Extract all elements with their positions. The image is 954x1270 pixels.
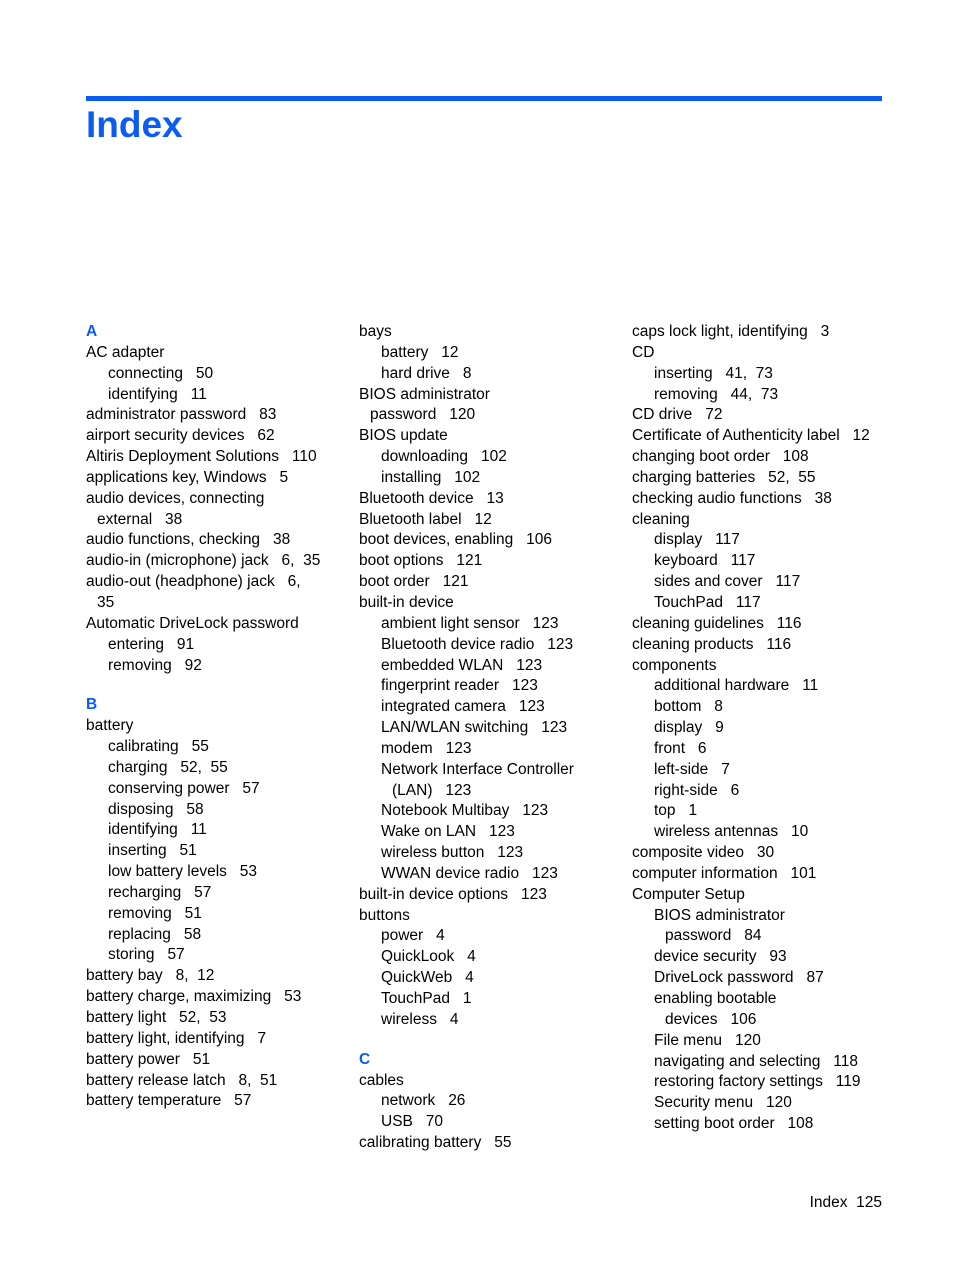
index-entry: components <box>632 656 717 674</box>
index-entry: Bluetooth device 13 <box>359 489 504 507</box>
index-subentry: DriveLock password 87 <box>654 969 824 987</box>
index-entry: applications key, Windows 5 <box>86 468 289 486</box>
index-entry: charging batteries 52, 55 <box>632 468 816 486</box>
index-entry: Automatic DriveLock password <box>86 614 299 632</box>
index-entry: checking audio functions 38 <box>632 489 832 507</box>
section-gap <box>359 1031 621 1050</box>
index-entry: audio-in (microphone) jack 6, 35 <box>86 552 321 570</box>
index-entry: boot devices, enabling 106 <box>359 531 553 549</box>
index-subentry: wireless antennas 10 <box>654 823 809 841</box>
index-entry: boot order 121 <box>359 573 469 591</box>
index-subentry: restoring factory settings 119 <box>654 1073 861 1091</box>
index-entry: battery temperature 57 <box>86 1092 252 1110</box>
index-subentry: downloading 102 <box>381 448 507 466</box>
index-subentry: low battery levels 53 <box>108 863 258 881</box>
index-subentry: TouchPad 117 <box>654 593 761 611</box>
index-subentry: hard drive 8 <box>381 364 472 382</box>
index-entry: BIOS update <box>359 427 448 445</box>
index-subentry: integrated camera 123 <box>381 698 545 716</box>
index-subentry: WWAN device radio 123 <box>381 864 558 882</box>
index-subentry: connecting 50 <box>108 364 214 382</box>
index-subentry: calibrating 55 <box>108 738 209 756</box>
index-subentry: additional hardware 11 <box>654 677 819 695</box>
footer-label: Index <box>809 1194 848 1211</box>
index-subentry: identifying 11 <box>108 385 207 403</box>
index-entry: caps lock light, identifying 3 <box>632 323 830 340</box>
index-entry: built-in device <box>359 593 454 611</box>
index-subentry: network 26 <box>381 1092 466 1110</box>
index-subentry: entering 91 <box>108 635 195 653</box>
index-column-3 <box>632 322 894 1135</box>
index-entry: buttons <box>359 906 410 924</box>
index-subentry: bottom 8 <box>654 698 723 716</box>
index-subentry: TouchPad 1 <box>381 990 472 1007</box>
index-subentry: password 84 <box>665 927 762 945</box>
index-subentry: File menu 120 <box>654 1031 761 1049</box>
index-entry: airport security devices 62 <box>86 427 275 445</box>
index-entry: built-in device options 123 <box>359 885 547 903</box>
index-subentry: front 6 <box>654 739 707 757</box>
page-title: Index <box>86 104 183 145</box>
index-entry: audio devices, connecting <box>86 489 265 507</box>
index-subentry: setting boot order 108 <box>654 1115 814 1133</box>
page-number: 125 <box>856 1194 882 1211</box>
index-subentry: replacing 58 <box>108 925 202 943</box>
index-subentry: USB 70 <box>381 1113 444 1131</box>
index-column-1 <box>86 322 348 1112</box>
index-subentry: 35 <box>97 593 115 611</box>
index-section-letter: B <box>86 696 98 714</box>
index-subentry: sides and cover 117 <box>654 573 801 591</box>
index-entry: battery <box>86 717 134 735</box>
title-rule <box>86 96 882 101</box>
index-entry: CD drive 72 <box>632 406 723 424</box>
index-entry: administrator password 83 <box>86 406 277 424</box>
index-subentry: inserting 41, 73 <box>654 364 773 382</box>
index-subentry: Security menu 120 <box>654 1094 792 1112</box>
index-subentry: right-side 6 <box>654 781 740 799</box>
index-subentry: display 117 <box>654 531 740 549</box>
page-footer <box>810 1193 882 1213</box>
index-subentry: wireless button 123 <box>381 844 524 862</box>
index-entry: computer information 101 <box>632 864 817 882</box>
index-subentry: wireless 4 <box>381 1010 459 1028</box>
index-entry: Bluetooth label 12 <box>359 510 492 528</box>
index-subentry: Network Interface Controller <box>381 760 574 778</box>
index-entry: boot options 121 <box>359 552 483 570</box>
index-subentry: embedded WLAN 123 <box>381 656 543 674</box>
index-subentry: installing 102 <box>381 468 481 486</box>
index-entry: BIOS administrator <box>359 385 490 403</box>
index-subentry: LAN/WLAN switching 123 <box>381 719 568 737</box>
index-entry: CD <box>632 343 655 361</box>
index-entry: battery light 52, 53 <box>86 1009 227 1026</box>
index-entry: AC adapter <box>86 343 165 361</box>
index-subentry: power 4 <box>381 927 445 945</box>
index-entry: audio functions, checking 38 <box>86 531 291 549</box>
index-subentry: recharging 57 <box>108 883 212 901</box>
index-entry: Computer Setup <box>632 885 745 903</box>
section-gap <box>86 676 348 695</box>
index-entry: cleaning guidelines 116 <box>632 614 802 632</box>
index-entry: battery release latch 8, 51 <box>86 1071 278 1089</box>
index-entry: battery power 51 <box>86 1050 211 1068</box>
index-entry: battery bay 8, 12 <box>86 967 215 985</box>
index-subentry: (LAN) 123 <box>392 781 472 799</box>
index-section-letter: C <box>359 1050 371 1068</box>
index-entry: Certificate of Authenticity label 12 <box>632 427 870 445</box>
index-subentry: keyboard 117 <box>654 552 756 570</box>
index-subentry: inserting 51 <box>108 842 197 860</box>
index-section-letter: A <box>86 323 98 340</box>
index-entry: Altiris Deployment Solutions 110 <box>86 448 317 466</box>
index-subentry: Bluetooth device radio 123 <box>381 635 574 653</box>
index-subentry: devices 106 <box>665 1010 757 1028</box>
index-subentry: fingerprint reader 123 <box>381 677 538 695</box>
index-entry: bays <box>359 323 392 340</box>
index-subentry: conserving power 57 <box>108 779 260 797</box>
index-subentry: disposing 58 <box>108 800 204 818</box>
index-subentry: device security 93 <box>654 948 787 966</box>
index-subentry: top 1 <box>654 802 698 820</box>
index-subentry: battery 12 <box>381 343 459 361</box>
index-subentry: charging 52, 55 <box>108 758 228 776</box>
index-subentry: QuickWeb 4 <box>381 969 474 987</box>
index-subentry: Notebook Multibay 123 <box>381 802 549 820</box>
index-subentry: BIOS administrator <box>654 906 785 924</box>
index-column-2 <box>359 322 621 1154</box>
index-subentry: display 9 <box>654 719 724 737</box>
index-entry: cleaning products 116 <box>632 635 792 653</box>
index-subentry: Wake on LAN 123 <box>381 823 515 841</box>
index-subentry: modem 123 <box>381 739 472 757</box>
index-subentry: removing 51 <box>108 904 202 922</box>
index-subentry: QuickLook 4 <box>381 948 476 966</box>
index-subentry: external 38 <box>97 510 183 528</box>
index-subentry: identifying 11 <box>108 821 207 839</box>
index-subentry: left-side 7 <box>654 760 730 778</box>
index-subentry: password 120 <box>370 406 476 424</box>
index-entry: changing boot order 108 <box>632 448 809 466</box>
index-entry: battery charge, maximizing 53 <box>86 988 302 1006</box>
index-entry: battery light, identifying 7 <box>86 1029 267 1047</box>
index-entry: composite video 30 <box>632 844 775 862</box>
index-subentry: storing 57 <box>108 946 185 964</box>
index-entry: cables <box>359 1071 404 1089</box>
index-subentry: removing 44, 73 <box>654 385 779 403</box>
index-subentry: removing 92 <box>108 656 202 674</box>
index-subentry: ambient light sensor 123 <box>381 614 559 632</box>
index-subentry: navigating and selecting 118 <box>654 1052 858 1070</box>
index-subentry: enabling bootable <box>654 990 777 1007</box>
index-entry: calibrating battery 55 <box>359 1134 512 1152</box>
index-entry: cleaning <box>632 510 690 528</box>
index-entry: audio-out (headphone) jack 6, <box>86 573 301 591</box>
